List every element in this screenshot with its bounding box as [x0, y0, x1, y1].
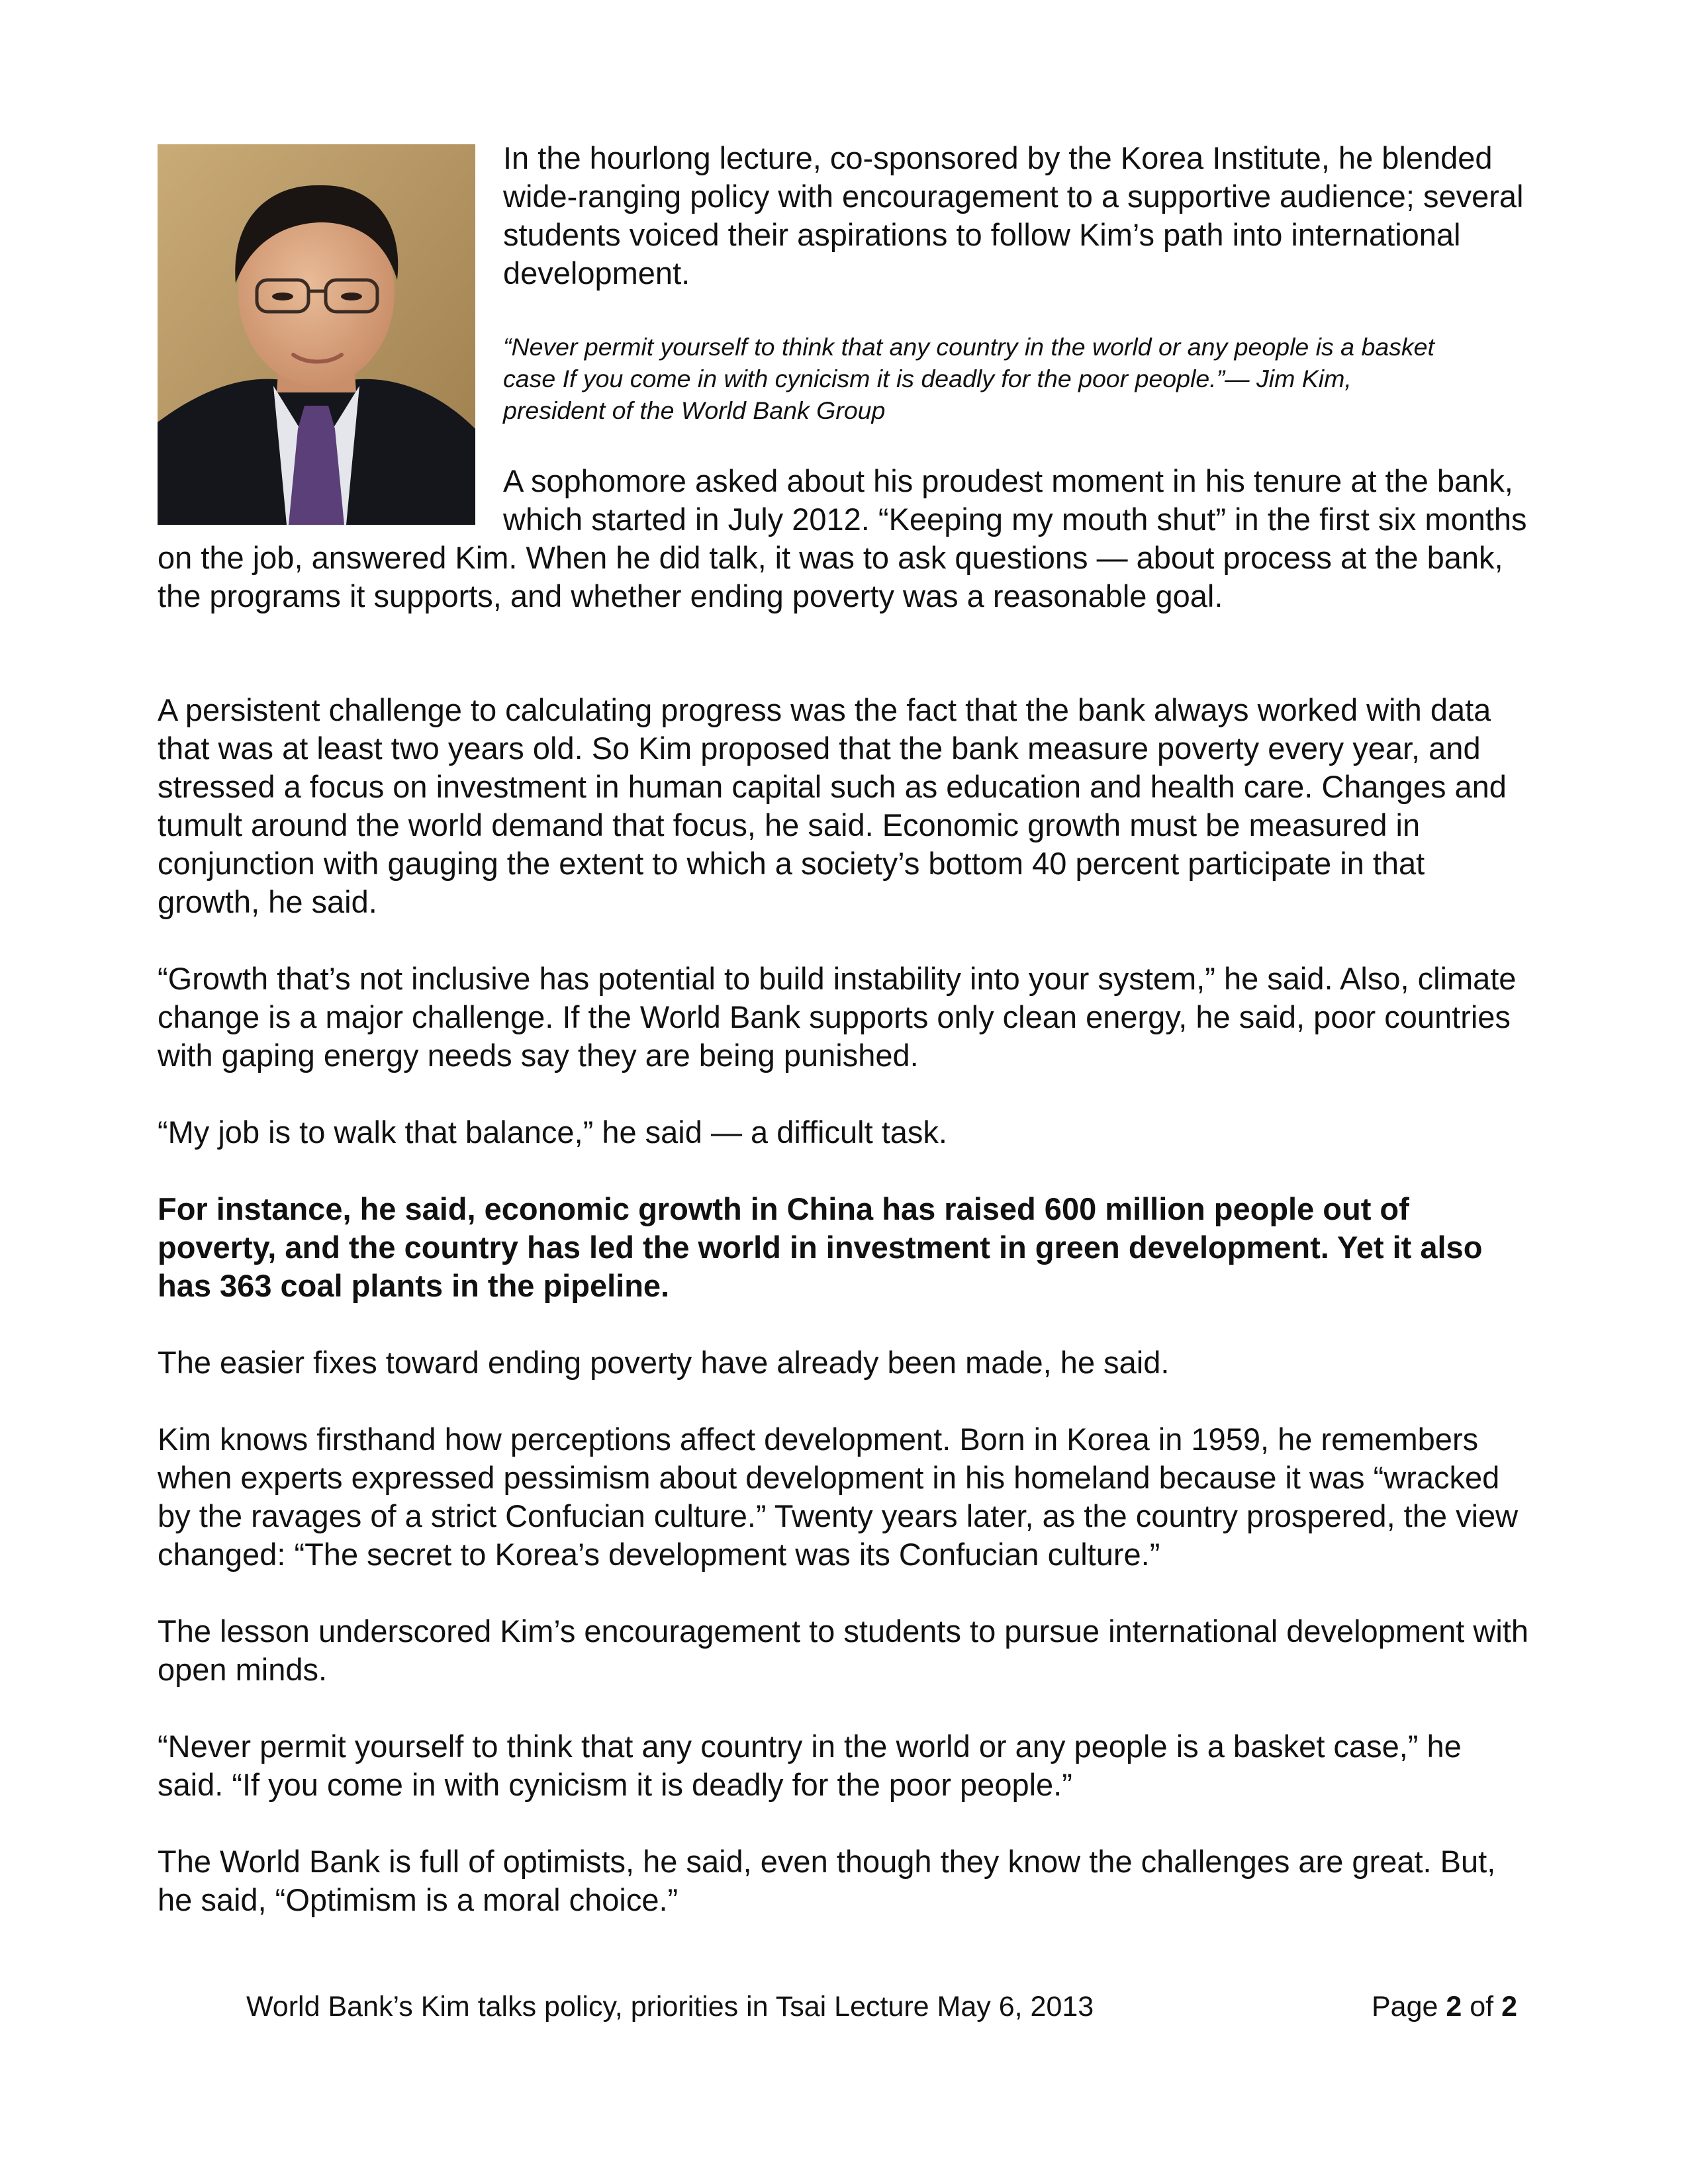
paragraph-lesson: The lesson underscored Kim’s encouragement to students to pursue international development with open minds. [158, 1614, 1528, 1687]
right-eye [341, 293, 362, 300]
footer-caption: World Bank’s Kim talks policy, priorities in Tsai Lecture May 6, 2013 [246, 1991, 1094, 2023]
sophomore-paragraph-text: A sophomore asked about his proudest moment in his tenure at the bank, which started in July 2012. “Keeping my mouth shut” in the first six months on the job, answered Kim. When he did talk, it was to ask questions — about process at the bank, the programs it supports, and whether ending poverty was a reasonable goal. [158, 463, 1527, 614]
page-current: 2 [1446, 1991, 1462, 2023]
left-eye [272, 293, 293, 300]
pull-quote: “Never permit yourself to think that any country in the world or any people is a basket case If you come in with cynicism it is deadly for the poor people.”— Jim Kim, president of the World Bank Group [503, 333, 1434, 424]
page-number [1372, 1989, 1517, 2024]
paragraph-china: For instance, he said, economic growth in China has raised 600 million people out of poverty, and the country has led the world in investment in green development. Yet it also has 363 coal plants in the pipeline. [158, 1191, 1483, 1303]
paragraph-korea: Kim knows firsthand how perceptions affect development. Born in Korea in 1959, he remembers when experts expressed pessimism about development in his homeland because it was “wracked by the ravages of a strict Confucian culture.” Twenty years later, as the country prospered, the view changed: “The secret to Korea’s development was its Confucian culture.” [158, 1422, 1519, 1572]
page-of: of [1470, 1991, 1494, 2023]
sophomore-paragraph [158, 462, 1534, 615]
page-total: 2 [1501, 1991, 1517, 2023]
paragraph-easier-fixes: The easier fixes toward ending poverty have already been made, he said. [158, 1345, 1170, 1380]
paragraph-optimism: The World Bank is full of optimists, he said, even though they know the challenges are great. But, he said, “Optimism is a moral choice.” [158, 1844, 1496, 1917]
page-label: Page [1371, 1991, 1438, 2023]
paragraph-cynicism-quote: “Never permit yourself to think that any country in the world or any people is a basket case,” he said. “If you come in with cynicism it is deadly for the poor people.” [158, 1729, 1462, 1802]
article-body [158, 691, 1534, 1958]
paragraph-balance: “My job is to walk that balance,” he said — a difficult task. [158, 1115, 947, 1150]
intro-paragraph: In the hourlong lecture, co-sponsored by the Korea Institute, he blended wide-ranging policy with encouragement to a supportive audience; several students voiced their aspirations to follow Kim’s path into international development. [503, 140, 1524, 291]
paragraph-growth: “Growth that’s not inclusive has potential to build instability into your system,” he said. Also, climate change is a major challenge. If the World Bank supports only clean energy, he said, poor countries with gaping energy needs say they are being punished. [158, 961, 1517, 1073]
paragraph-progress: A persistent challenge to calculating progress was the fact that the bank always worked with data that was at least two years old. So Kim proposed that the bank measure poverty every year, and stressed a focus on investment in human capital such as education and health care. Changes and tumult around the world demand that focus, he said. Economic growth must be measured in conjunction with gauging the extent to which a society’s bottom 40 percent participate in that growth, he said. [158, 692, 1507, 919]
